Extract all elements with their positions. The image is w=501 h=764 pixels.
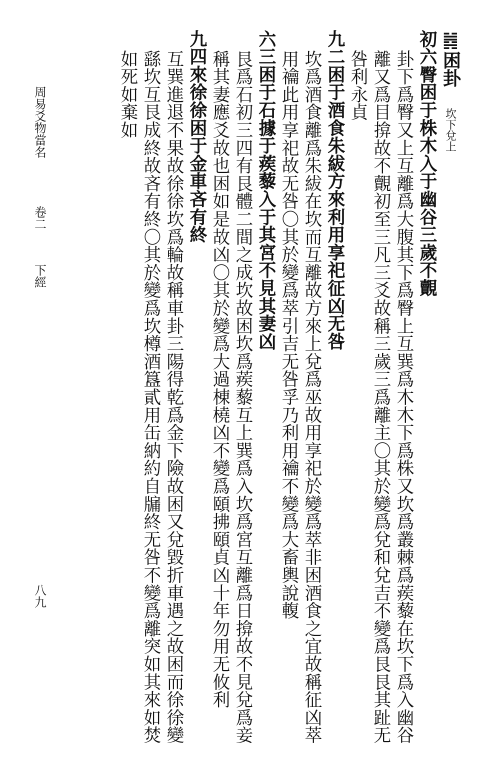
gua-trigram-note: 坎下兌上	[444, 108, 457, 152]
commentary-text: 互巽進退不果故徐徐坎爲輪故稱車卦三陽得乾爲金下險故困又兌毀折車遇之故困而徐徐變	[163, 50, 183, 745]
yao-statement: 困于石據于蒺藜入于其宮不見其妻凶	[255, 65, 275, 351]
line-statement	[325, 30, 342, 350]
section-label: 下經	[33, 264, 47, 288]
commentary-line	[394, 50, 411, 744]
book-title: 周易爻物當名	[33, 86, 47, 158]
commentary-line	[233, 50, 250, 744]
page-number: 八九	[33, 584, 47, 608]
yao-position: 九二	[324, 30, 344, 66]
gua-name: 困卦	[440, 51, 461, 87]
commentary-text: 離又爲目揜故不覿初至三凡三爻故稱三歲三爲離主〇其於變爲兌和兌吉不變爲艮艮其趾无	[370, 50, 390, 745]
commentary-line	[348, 50, 365, 121]
commentary-text: 坎爲酒食離爲朱紱在坎而互離故方來上兌爲巫故用享祀於變爲萃非困酒食之宜故稱征凶萃	[301, 50, 321, 745]
commentary-line	[118, 50, 135, 139]
line-statement	[187, 30, 204, 244]
line-statement	[417, 30, 434, 297]
commentary-line	[210, 50, 227, 709]
yao-position: 九四	[186, 30, 206, 66]
commentary-text: 如死如棄如	[117, 50, 137, 139]
yao-statement: 臀困于株木入于幽谷三歲不覿	[416, 65, 436, 298]
yao-statement: 來徐徐困于金車吝有終	[186, 65, 206, 244]
commentary-text: 用禴此用享祀故无咎〇其於變爲萃引吉无咎孚乃利用禴不變爲大畜輿說輹	[278, 50, 298, 620]
commentary-line	[302, 50, 319, 744]
yao-position: 初六	[416, 30, 436, 66]
commentary-text: 繇坎互艮成終故吝有終〇其於變爲坎樽酒簋貳用缶納約自牖終无咎不變爲離突如其來如焚	[140, 50, 160, 745]
yao-position: 六三	[255, 30, 275, 66]
yao-statement: 困于酒食朱紱方來利用享祀征凶无咎	[324, 65, 344, 351]
line-statement	[256, 30, 273, 350]
commentary-line	[279, 50, 296, 620]
commentary-text: 艮爲石初三四有艮體二間之成坎故困坎爲蒺藜互上巽爲入坎爲宮互離爲日揜故不見兌爲妾	[232, 50, 252, 745]
commentary-line	[371, 50, 388, 744]
commentary-line	[164, 50, 181, 744]
commentary-line	[141, 50, 158, 744]
hexagram-symbol-icon: ䷮	[440, 30, 461, 51]
gua-header	[441, 30, 459, 152]
commentary-text: 稱其妻應爻故也困如是故凶〇其於變爲大過棟橈凶不變爲頤拂頤貞凶十年勿用无攸利	[209, 50, 229, 709]
commentary-text: 卦下爲臀又上互離爲大腹其下爲臀上互巽爲木木下爲株又坎爲叢棘爲蒺藜在坎下爲入幽谷	[393, 50, 413, 745]
volume-label: 卷二	[33, 206, 47, 230]
commentary-text: 咎利永貞	[347, 50, 367, 122]
